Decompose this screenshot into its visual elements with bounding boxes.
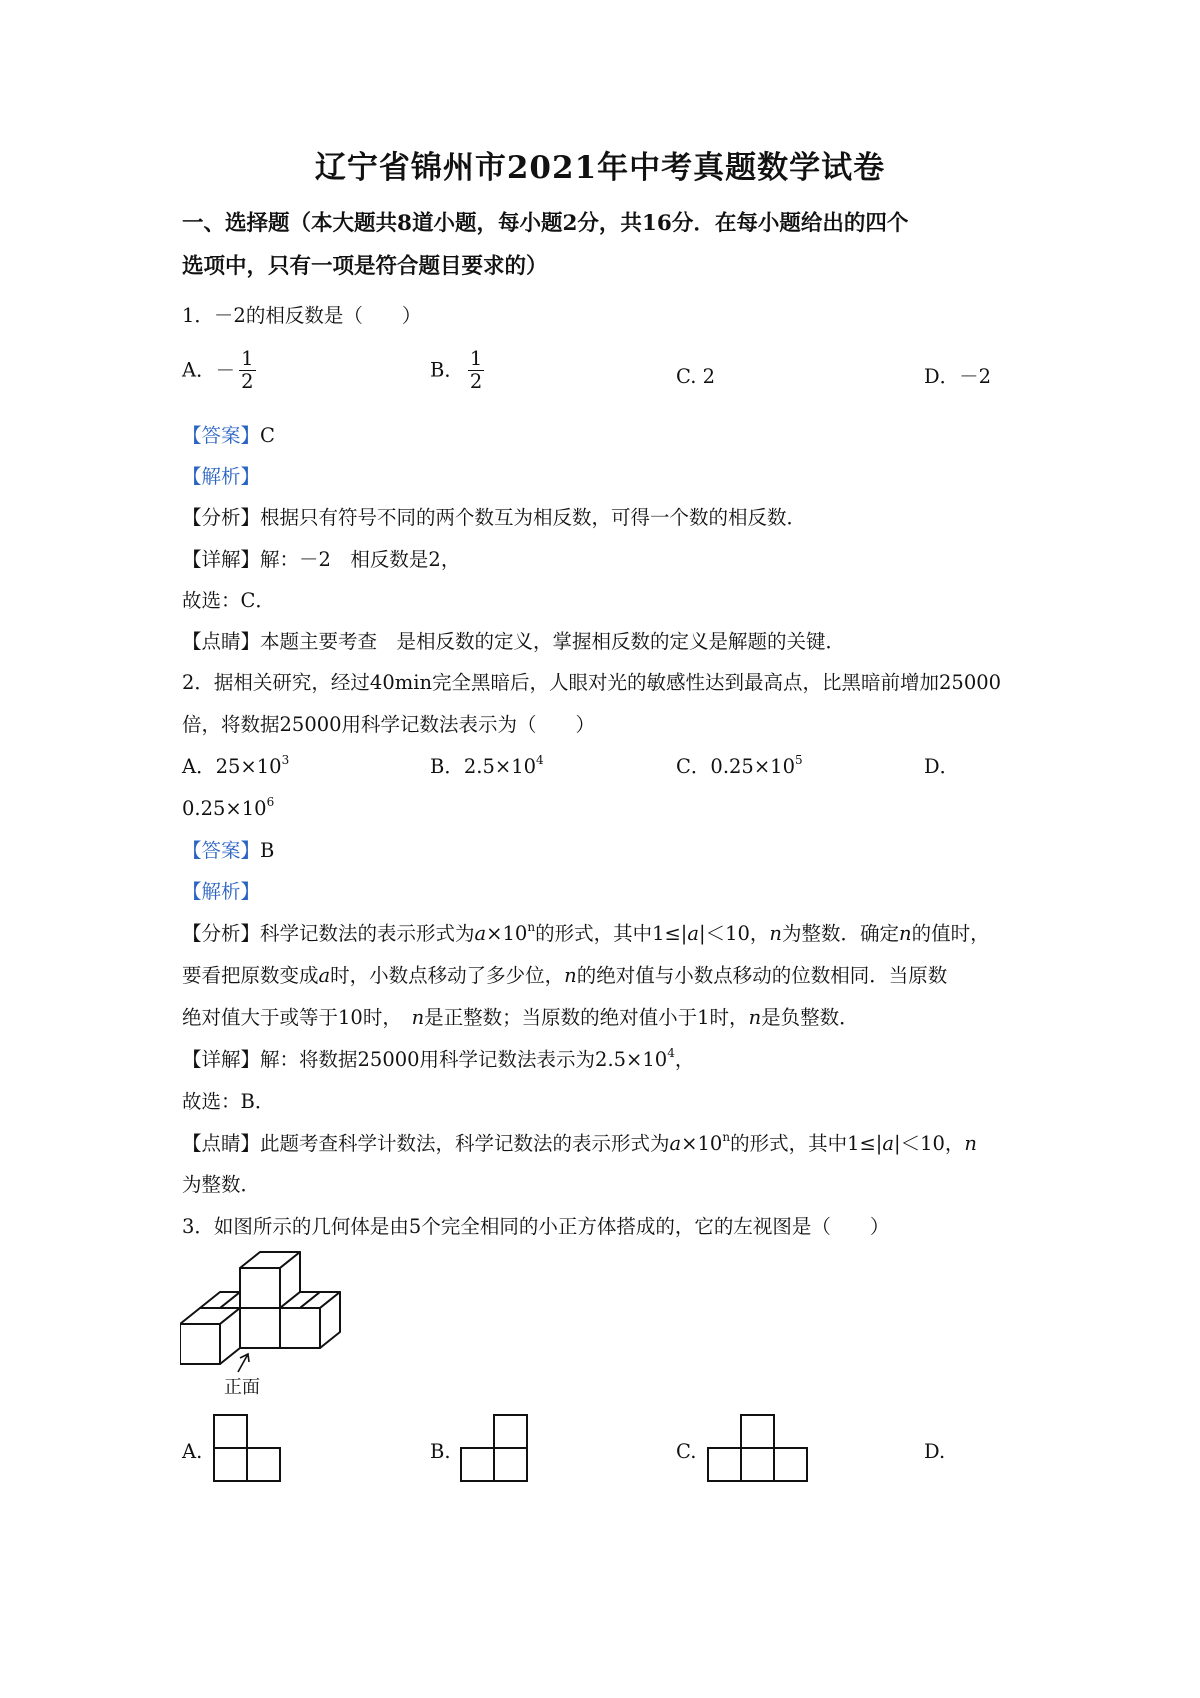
q3-cube-figure xyxy=(180,1250,360,1400)
q2-option-a: A．$25\times 10^3$ xyxy=(182,753,290,778)
q2-stem-line1: 2．据相关研究，经过40min完全黑暗后，人眼对光的敏感性达到最高点，比黑暗前增加25000 xyxy=(182,671,1002,694)
q2-option-c: C．$0.25\times 10^5$ xyxy=(676,753,803,778)
q3-option-c-figure xyxy=(706,1413,810,1483)
q3-option-b-label: B. xyxy=(430,1440,451,1463)
q1-dianjing: 【点睛】本题主要考查 是相反数的定义，掌握相反数的定义是解题的关键． xyxy=(182,630,846,653)
q1-xiangjie: 【详解】解：－2 相反数是2， xyxy=(182,548,461,571)
q2-analysis-tag: 【解析】 xyxy=(182,880,261,903)
q1-option-c: C. 2 xyxy=(676,365,716,388)
q2-dianjing-line2: 为整数． xyxy=(182,1173,261,1196)
q3-front-label: 正面 xyxy=(224,1377,260,1398)
q2-option-d-label: D． xyxy=(924,755,960,778)
q2-option-b: B．$2.5\times 10^4$ xyxy=(430,753,544,778)
section-heading-line1: 一、选择题（本大题共8道小题，每小题2分，共16分．在每小题给出的四个 xyxy=(182,211,909,236)
q1-option-b-label: B． xyxy=(430,358,464,382)
q2-xiangjie: 【详解】解：将数据25000用科学记数法表示为$2.5\times 10^4$， xyxy=(182,1046,695,1071)
q1-fenxi: 【分析】根据只有符号不同的两个数互为相反数，可得一个数的相反数． xyxy=(182,506,807,529)
q3-option-a-figure xyxy=(212,1413,282,1483)
q1-guxuan: 故选：C． xyxy=(182,589,275,612)
q2-dianjing-line1: 【点睛】此题考查科学计数法，科学记数法的表示形式为$a\times 10^n$的形式，其中1≤|a|＜10，n xyxy=(182,1130,977,1155)
q3-option-d-label: D. xyxy=(924,1440,946,1463)
q2-fenxi-line2: 要看把原数变成a时，小数点移动了多少位，n的绝对值与小数点移动的位数相同．当原数 xyxy=(182,964,948,987)
section-heading-line2: 选项中，只有一项是符合题目要求的） xyxy=(182,254,548,279)
q1-option-a-sign: － xyxy=(215,359,236,383)
q1-analysis-tag: 【解析】 xyxy=(182,465,261,488)
q1-option-b-fraction: $\frac{1}{2}$ xyxy=(469,347,483,394)
q2-guxuan: 故选：B． xyxy=(182,1090,275,1113)
q2-fenxi-line3: 绝对值大于或等于10时， n是正整数；当原数的绝对值小于1时，n是负整数． xyxy=(182,1006,859,1029)
q3-option-a-label: A. xyxy=(182,1440,203,1463)
q1-option-a xyxy=(182,348,256,394)
q1-option-a-label: A． xyxy=(182,358,216,382)
q1-option-d: D．－2 xyxy=(924,365,992,388)
q3-stem: 3．如图所示的几何体是由5个完全相同的小正方体搭成的，它的左视图是（ ） xyxy=(182,1215,890,1238)
q1-answer: 【答案】C xyxy=(182,424,275,447)
q2-fenxi-line1: 【分析】科学记数法的表示形式为$a\times 10^n$的形式，其中1≤|a|＜10，n为整数．确定n的值时， xyxy=(182,920,990,945)
q1-option-a-fraction: $\frac{1}{2}$ xyxy=(241,347,254,394)
q2-option-d-value: $0.25\times 10^6$ xyxy=(182,795,275,820)
q2-stem-line2: 倍，将数据25000用科学记数法表示为（ ） xyxy=(182,713,596,736)
q3-option-b-figure xyxy=(459,1413,529,1483)
page-title: 辽宁省锦州市2021年中考真题数学试卷 xyxy=(314,150,886,186)
q2-answer: 【答案】B xyxy=(182,839,275,862)
q1-option-b xyxy=(430,348,484,394)
q1-stem: 1．－2的相反数是（ ） xyxy=(182,304,422,327)
q3-option-c-label: C. xyxy=(676,1440,697,1463)
